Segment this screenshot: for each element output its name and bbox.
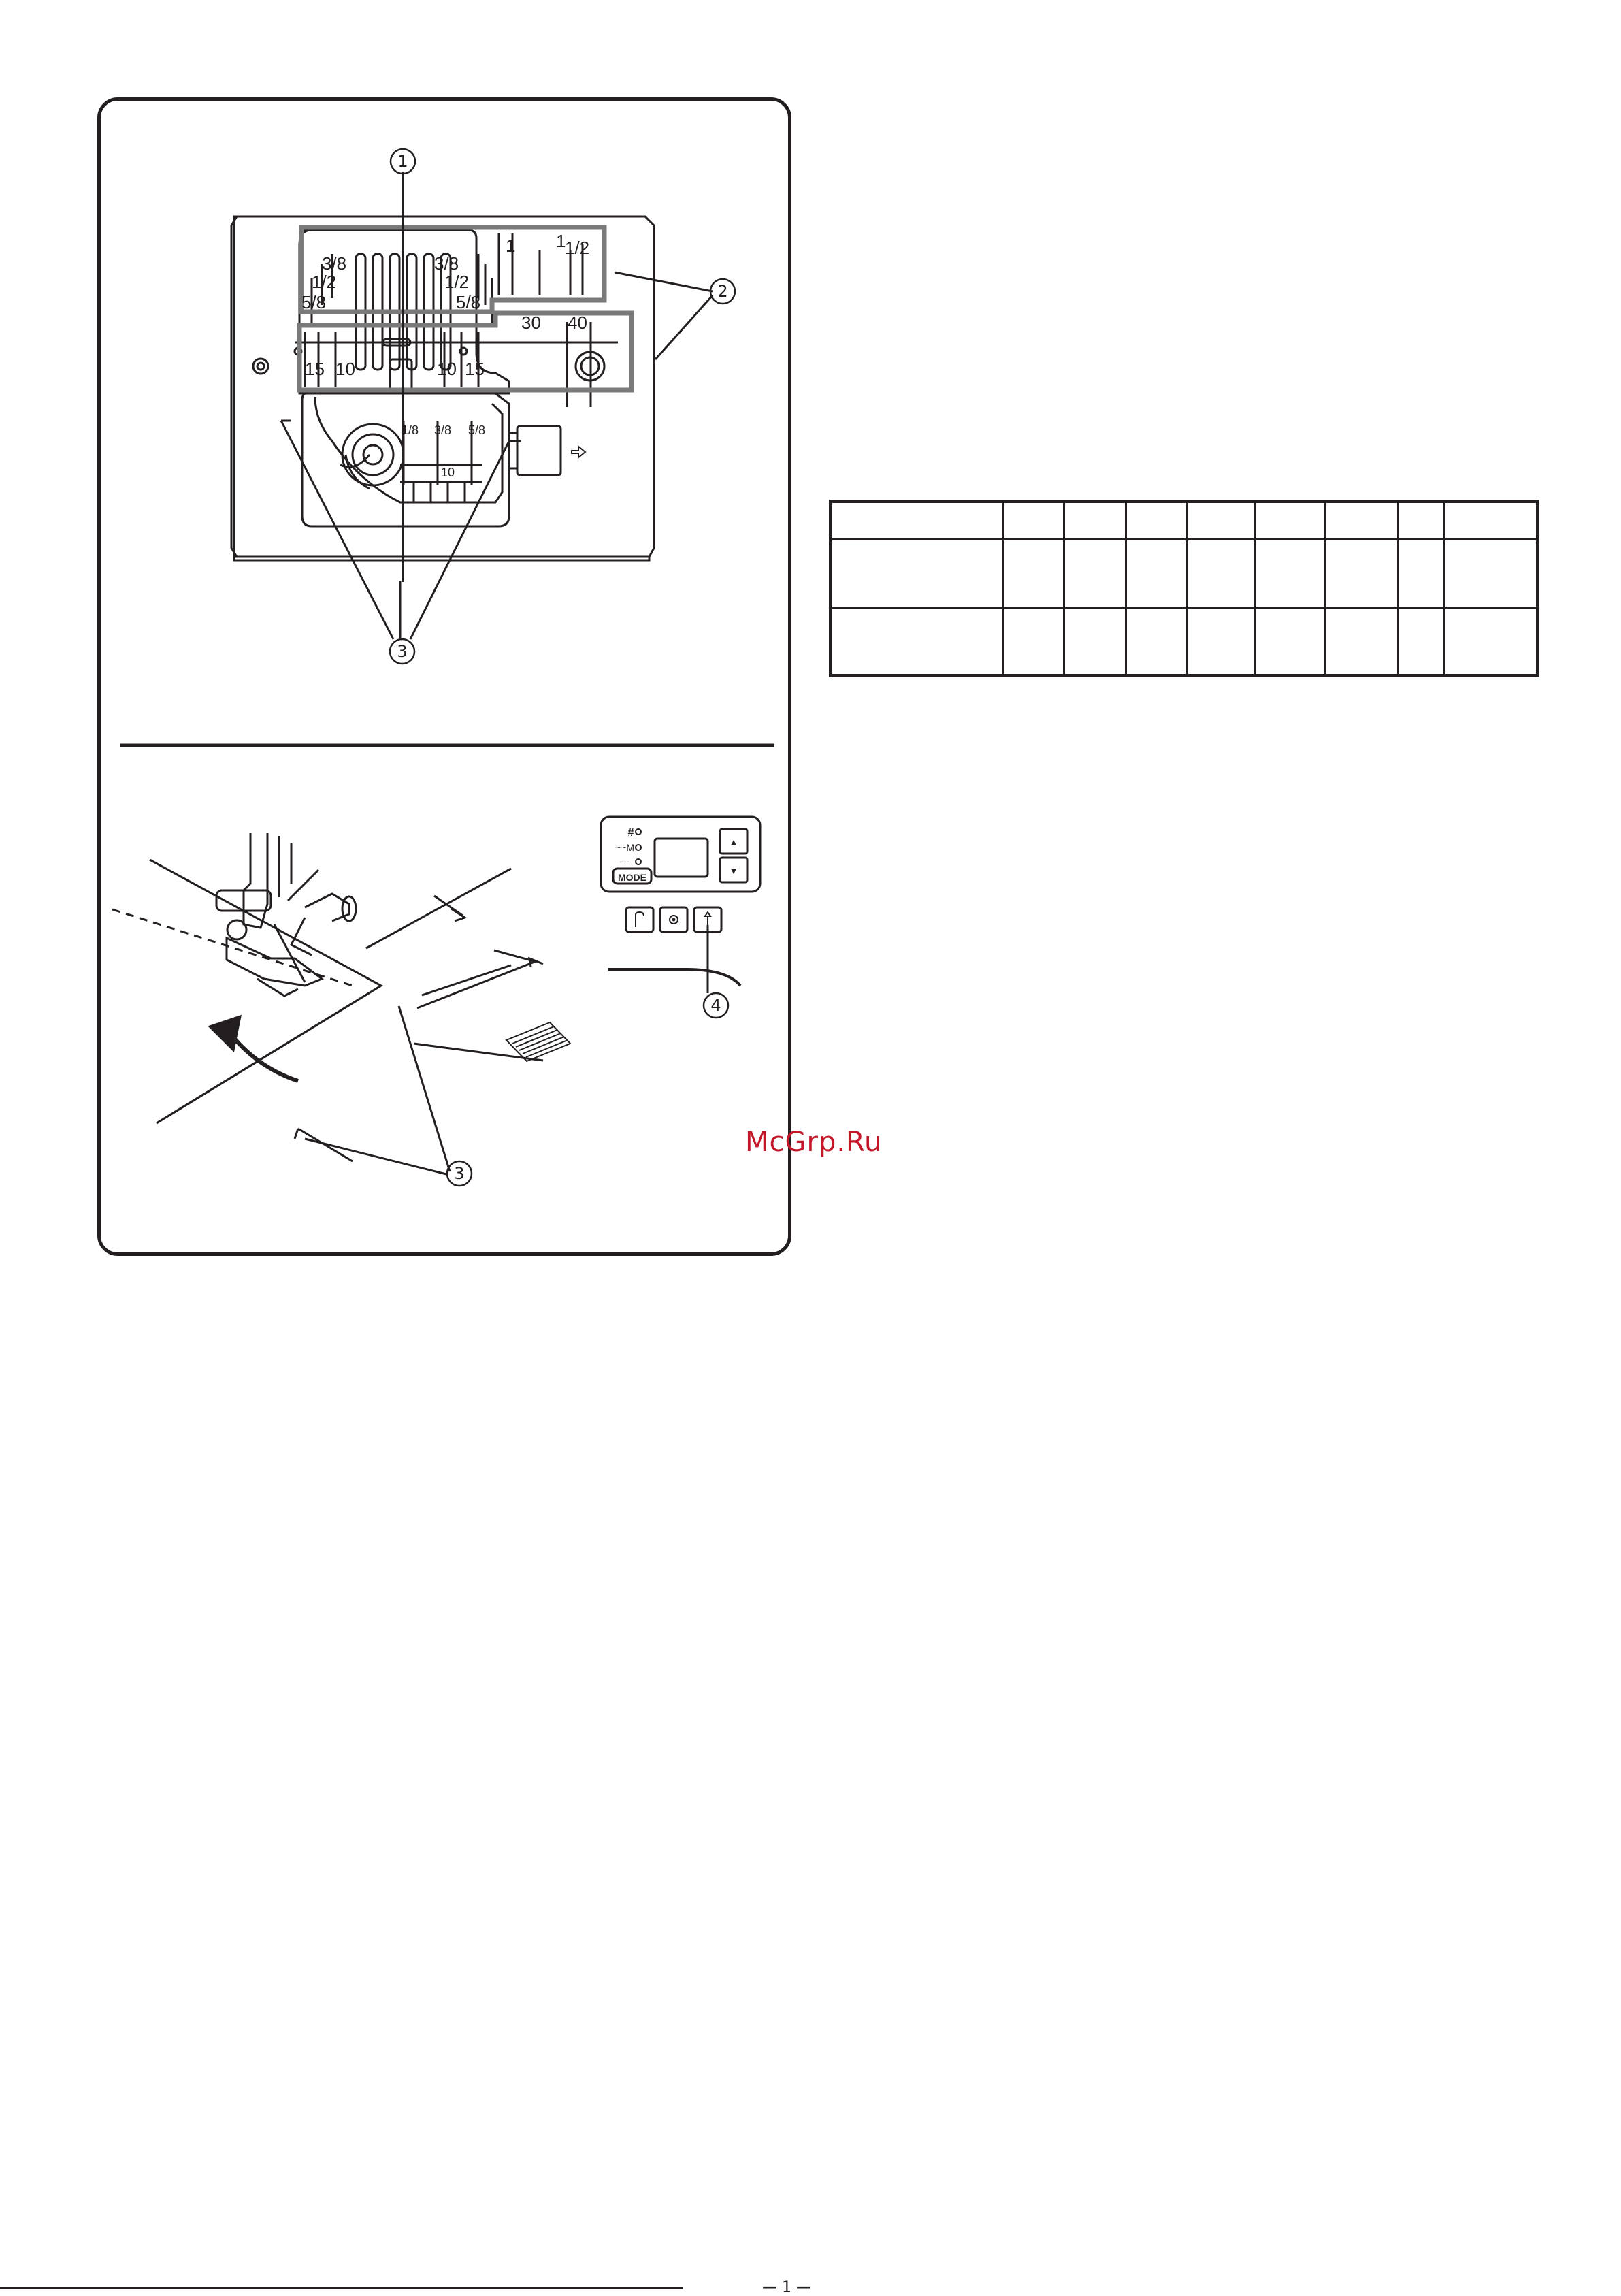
inch-mark-wide-1: 1 [506, 236, 516, 256]
cover-mark-10: 10 [441, 466, 455, 479]
table-cell [831, 608, 1003, 676]
table-cell [1003, 540, 1064, 608]
table-cell [1326, 608, 1398, 676]
inch-mark-wide-1-half: 1/2 [565, 238, 590, 258]
zigzag-symbol: ~~M [615, 842, 635, 853]
table-cell [1003, 608, 1064, 676]
table-cell [1126, 608, 1187, 676]
table-cell [1064, 540, 1126, 608]
mode-button-label: MODE [618, 872, 646, 883]
table-cell [1064, 502, 1126, 540]
inch-mark-left-1-2: 1/2 [312, 272, 337, 292]
mm-mark-right-10: 10 [437, 359, 457, 379]
mm-mark-right-15: 15 [465, 359, 485, 379]
footer-rule [0, 2287, 683, 2289]
table-cell [1445, 540, 1538, 608]
table-cell [1445, 502, 1538, 540]
table-cell [1398, 502, 1445, 540]
table-cell [1187, 502, 1254, 540]
table-cell [1187, 608, 1254, 676]
straight-stitch-symbol: --- [620, 856, 629, 867]
table-cell [1398, 540, 1445, 608]
up-arrow-icon: ▲ [729, 837, 738, 847]
cover-mark-5-8: 5/8 [468, 423, 486, 437]
needle-plate-figure [231, 172, 713, 639]
sewing-illustrations [101, 101, 795, 1259]
page-number: — 1 — [762, 2279, 811, 2296]
callout-3-lower: 3 [454, 1164, 465, 1183]
table-cell [1187, 540, 1254, 608]
table-cell [1445, 608, 1538, 676]
inch-mark-wide-1-whole: 1 [556, 231, 566, 251]
table-cell [1326, 502, 1398, 540]
cover-mark-1-8: 1/8 [402, 423, 419, 437]
callout-2: 2 [717, 282, 728, 301]
illustration-panel [97, 97, 791, 1256]
callout-4: 4 [710, 996, 721, 1015]
callout-3-upper: 3 [397, 642, 408, 661]
watermark: McGrp.Ru [745, 1127, 883, 1158]
settings-table [829, 500, 1539, 677]
stitch-width-symbol: # [627, 827, 634, 839]
inch-mark-right-3-8: 3/8 [434, 253, 459, 274]
callout-1: 1 [397, 152, 408, 171]
table-cell [1326, 540, 1398, 608]
table-row [831, 608, 1538, 676]
inch-mark-left-5-8: 5/8 [301, 292, 327, 312]
table-cell [831, 502, 1003, 540]
table-cell [1254, 608, 1326, 676]
mm-mark-30: 30 [521, 312, 541, 333]
mm-mark-40: 40 [568, 312, 587, 333]
table-row [831, 540, 1538, 608]
down-arrow-icon: ▼ [729, 865, 738, 876]
cover-mark-3-8: 3/8 [434, 423, 452, 437]
mm-mark-left-15: 15 [305, 359, 325, 379]
inch-mark-left-3-8: 3/8 [322, 253, 347, 274]
table-cell [1254, 502, 1326, 540]
inch-mark-right-5-8: 5/8 [456, 292, 481, 312]
mm-mark-left-10: 10 [335, 359, 355, 379]
presser-foot-figure [112, 833, 570, 1174]
table-cell [1003, 502, 1064, 540]
table-cell [1126, 540, 1187, 608]
inch-mark-right-1-2: 1/2 [444, 272, 470, 292]
table-cell [1064, 608, 1126, 676]
table-row [831, 502, 1538, 540]
table-cell [1398, 608, 1445, 676]
table-cell [1254, 540, 1326, 608]
table-cell [1126, 502, 1187, 540]
table-cell [831, 540, 1003, 608]
